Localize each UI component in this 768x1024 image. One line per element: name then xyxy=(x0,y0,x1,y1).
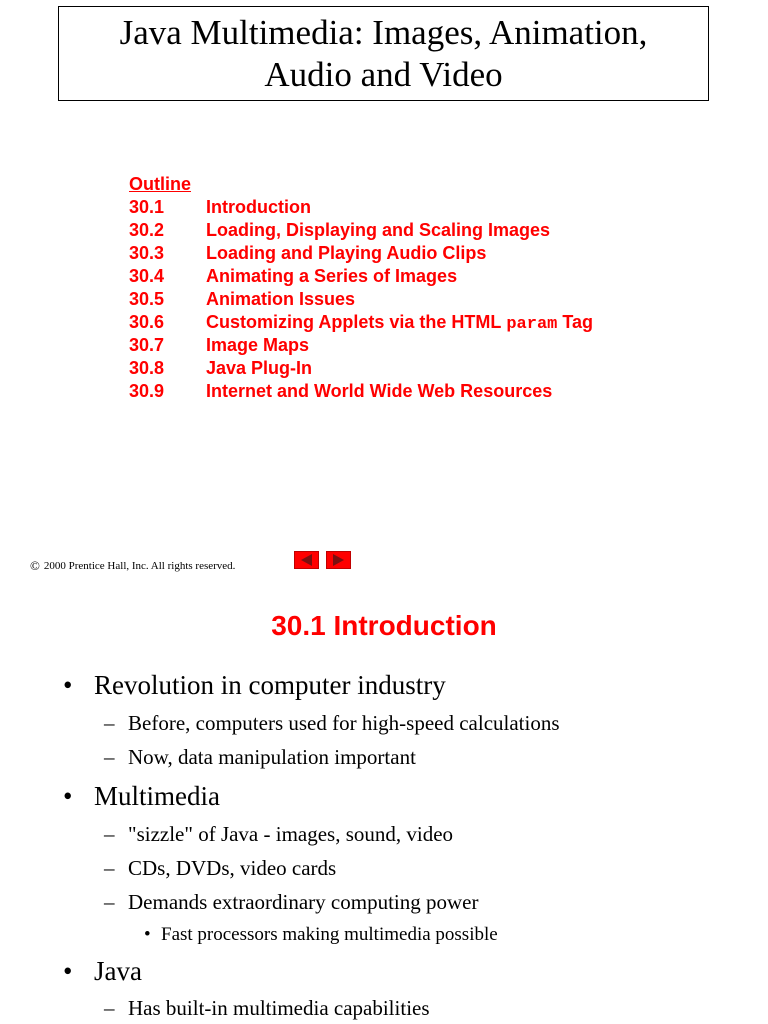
bullet-text: Has built-in multimedia capabilities xyxy=(128,996,430,1020)
outline-item-text: Introduction xyxy=(206,197,311,217)
slide-title-box xyxy=(58,6,709,101)
outline-item-text: Loading and Playing Audio Clips xyxy=(206,243,487,263)
outline-item-text: Internet and World Wide Web Resources xyxy=(206,381,553,401)
outline-item-number: 30.6 xyxy=(129,312,165,332)
triangle-right-icon xyxy=(333,554,344,566)
sub-bullet-item xyxy=(104,745,416,770)
outline-item[interactable] xyxy=(129,311,593,334)
bullet-marker: – xyxy=(104,890,115,914)
outline-item[interactable] xyxy=(129,196,593,219)
copyright-notice xyxy=(30,558,235,574)
bullet-text: Java xyxy=(94,956,142,986)
slide-title-line-1: Java Multimedia: Images, Animation, xyxy=(119,12,648,52)
sub-bullet-item xyxy=(104,711,560,736)
bullet-marker: • xyxy=(63,956,73,986)
outline-item-number: 30.7 xyxy=(129,335,165,355)
outline-item-code: param xyxy=(506,315,558,334)
next-slide-button[interactable] xyxy=(326,551,351,569)
outline-item-text: Java Plug-In xyxy=(206,358,313,378)
outline xyxy=(129,173,593,403)
bullet-marker: • xyxy=(63,670,73,700)
outline-item-text: Image Maps xyxy=(206,335,310,355)
bullet-text: Now, data manipulation important xyxy=(128,745,416,769)
outline-item-number: 30.1 xyxy=(129,197,165,217)
bullet-marker: • xyxy=(144,924,151,945)
outline-item-text-after: Tag xyxy=(562,312,594,332)
previous-slide-button[interactable] xyxy=(294,551,319,569)
sub-bullet-item xyxy=(104,890,478,915)
outline-item-number: 30.8 xyxy=(129,358,165,378)
outline-item[interactable] xyxy=(129,334,593,357)
bullet-item xyxy=(63,670,446,701)
triangle-left-icon xyxy=(301,554,312,566)
outline-item-text-before: Customizing Applets via the HTML xyxy=(206,312,502,332)
outline-item-text: Animation Issues xyxy=(206,289,356,309)
sub-bullet-item xyxy=(104,996,430,1021)
bullet-text: CDs, DVDs, video cards xyxy=(128,856,337,880)
outline-item-text xyxy=(206,311,593,334)
slide-title-line-2: Audio and Video xyxy=(264,54,503,94)
outline-item[interactable] xyxy=(129,219,593,242)
outline-item[interactable] xyxy=(129,242,593,265)
bullet-item xyxy=(63,781,220,812)
bullet-marker: • xyxy=(63,781,73,811)
bullet-marker: – xyxy=(104,996,115,1020)
outline-item-number: 30.2 xyxy=(129,220,165,240)
copyright-text: 2000 Prentice Hall, Inc. All rights reserved. xyxy=(43,560,236,572)
outline-item[interactable] xyxy=(129,380,593,403)
bullet-text: Demands extraordinary computing power xyxy=(128,890,479,914)
outline-item-number: 30.3 xyxy=(129,243,165,263)
outline-item[interactable] xyxy=(129,265,593,288)
bullet-marker: – xyxy=(104,745,115,769)
sub-bullet-item xyxy=(104,822,453,847)
sub-sub-bullet-item xyxy=(144,924,498,946)
copyright-icon: © xyxy=(30,558,40,573)
section-title: 30.1 Introduction xyxy=(271,610,497,641)
outline-item-text: Animating a Series of Images xyxy=(206,266,458,286)
outline-heading[interactable]: Outline xyxy=(129,174,191,194)
bullet-marker: – xyxy=(104,856,115,880)
sub-bullet-item xyxy=(104,856,336,881)
outline-item-text: Loading, Displaying and Scaling Images xyxy=(206,220,551,240)
bullet-text: "sizzle" of Java - images, sound, video xyxy=(128,822,454,846)
bullet-item xyxy=(63,956,142,987)
outline-item-number: 30.4 xyxy=(129,266,165,286)
bullet-marker: – xyxy=(104,822,115,846)
bullet-text: Fast processors making multimedia possible xyxy=(161,924,498,945)
bullet-text: Revolution in computer industry xyxy=(94,670,446,700)
outline-item[interactable] xyxy=(129,288,593,311)
bullet-marker: – xyxy=(104,711,115,735)
bullet-text: Before, computers used for high-speed calculations xyxy=(128,711,560,735)
outline-item[interactable] xyxy=(129,357,593,380)
bullet-text: Multimedia xyxy=(94,781,220,811)
outline-item-number: 30.9 xyxy=(129,381,165,401)
outline-item-number: 30.5 xyxy=(129,289,165,309)
